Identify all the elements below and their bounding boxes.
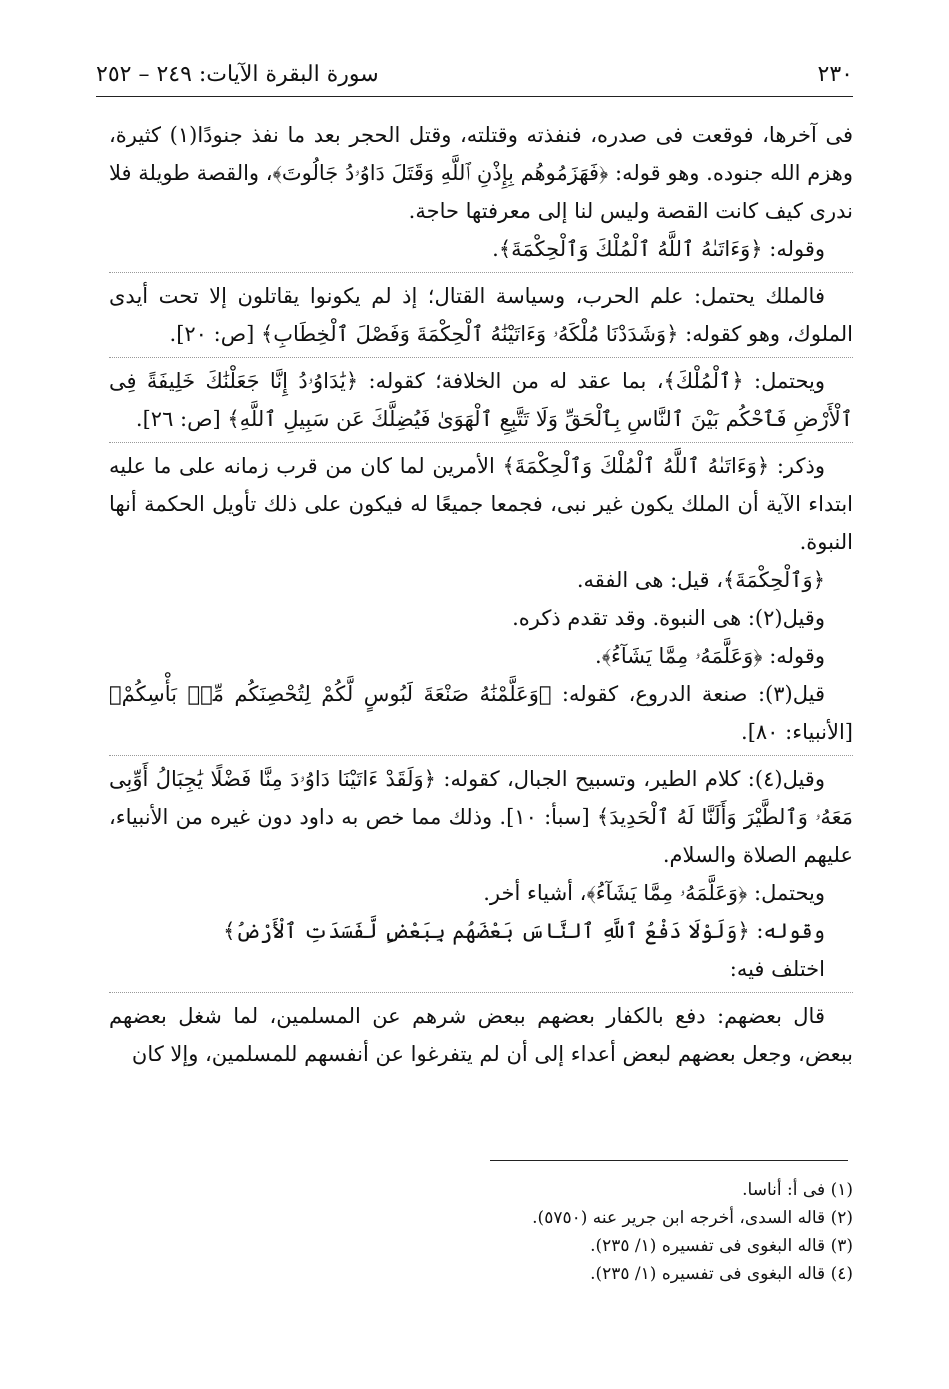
paragraph: وقوله: ﴿وَعَلَّمَهُۥ مِمَّا يَشَآءُ﴾. [595,644,825,668]
paragraph: وقيل(٢): هى النبوة. وقد تقدم ذكره. [512,606,825,630]
footnotes [109,1176,853,1288]
paragraph: فى آخرها، فوقعت فى صدره، فنفذته وقتلته، وقتل الحجر بعد ما نفذ جنودًا(١) كثيرة، وهزم الله جنوده. وهو قوله: ﴿فَهَزَمُوهُم بِإِذْنِ ٱللَّهِ وَقَتَلَ دَاوُۥدُ جَالُوتَ﴾، والقصة طويلة فلا ندرى كيف كانت القصة وليس لنا إلى معرفتها حاجة. [109,123,853,223]
paragraph: ويحتمل: ﴿وَعَلَّمَهُۥ مِمَّا يَشَآءُ﴾، أشياء أخر. [483,881,825,905]
main-text [109,116,853,1073]
paragraph: قال بعضهم: دفع بالكفار بعضهم ببعض شرهم عن المسلمين، لما شغل بعضهم ببعض، وجعل بعضهم لبعض أعداء إلى أن لم يتفرغوا عن أنفسهم للمسلمين، وإلا كان [109,1004,853,1066]
page-header [96,56,853,97]
footnote: (٣) قاله البغوى فى تفسيره (١/ ٢٣٥). [590,1236,853,1256]
footnote: (٢) قاله السدى، أخرجه ابن جرير عنه (٥٧٥٠). [532,1208,853,1228]
paragraph: وذكر: ﴿وَءَاتَىٰهُ ٱللَّهُ ٱلْمُلْكَ وَٱلْحِكْمَةَ﴾ الأمرين لما كان من قرب زمانه على ما عليه ابتداء الآية أن الملك يكون غير نبى، فجمعا جميعًا له فيكون على ذلك تأويل الحكمة أنها النبوة. [109,454,853,554]
footnotes-divider [490,1160,848,1161]
footnote: (٤) قاله البغوى فى تفسيره (١/ ٢٣٥). [590,1264,853,1284]
paragraph: ويحتمل: ﴿ٱلْمُلْكَ﴾، بما عقد له من الخلافة؛ كقوله: ﴿يَٰدَاوُۥدُ إِنَّا جَعَلْنَٰكَ خَلِيفَةً فِى ٱلْأَرْضِ فَٱحْكُم بَيْنَ ٱلنَّاسِ بِٱلْحَقِّ وَلَا تَتَّبِعِ ٱلْهَوَىٰ فَيُضِلَّكَ عَن سَبِيلِ ٱللَّهِ﴾ [ص: ٢٦]. [109,369,853,431]
paragraph: قيل(٣): صنعة الدروع، كقوله: ﴿وَعَلَّمْنَٰهُ صَنْعَةَ لَبُوسٍ لَّكُمْ لِتُحْصِنَكُم مِّنۢ بَأْسِكُمْ﴾ [الأنبياء: ٨٠]. [109,682,853,744]
paragraph-separator [109,357,853,358]
paragraph: اختلف فيه: [729,957,825,981]
paragraph-separator [109,442,853,443]
paragraph-separator [109,272,853,273]
running-title: سورة البقرة الآيات: ٢٤٩ – ٢٥٢ [96,62,379,87]
paragraph-separator [109,755,853,756]
paragraph: ﴿وَٱلْحِكْمَةَ﴾، قيل: هى الفقه. [576,568,825,592]
page-number: ٢٣٠ [817,62,853,87]
paragraph: وقيل(٤): كلام الطير، وتسبيح الجبال، كقوله: ﴿وَلَقَدْ ءَاتَيْنَا دَاوُۥدَ مِنَّا فَضْلًا يَٰجِبَالُ أَوِّبِى مَعَهُۥ وَٱلطَّيْرَ وَأَلَنَّا لَهُ ٱلْحَدِيدَ﴾ [سبأ: ١٠]. وذلك مما خص به داود دون غيره من الأنبياء، عليهم الصلاة والسلام. [109,767,853,867]
paragraph: وقوله: ﴿وَلَوْلَا دَفْعُ ٱللَّهِ ٱلنَّاسَ بَعْضَهُم بِبَعْضٍ لَّفَسَدَتِ ٱلْأَرْضُ﴾ [223,919,825,943]
paragraph: وقوله: ﴿وَءَاتَىٰهُ ٱللَّهُ ٱلْمُلْكَ وَٱلْحِكْمَةَ﴾. [492,237,825,261]
footnote: (١) فى أ: أناسا. [742,1180,853,1200]
paragraph: فالملك يحتمل: علم الحرب، وسياسة القتال؛ إذ لم يكونوا يقاتلون إلا تحت أيدى الملوك، وهو كقوله: ﴿وَشَدَدْنَا مُلْكَهُۥ وَءَاتَيْنَٰهُ ٱلْحِكْمَةَ وَفَصْلَ ٱلْخِطَابِ﴾ [ص: ٢٠]. [109,284,853,346]
paragraph-separator [109,992,853,993]
